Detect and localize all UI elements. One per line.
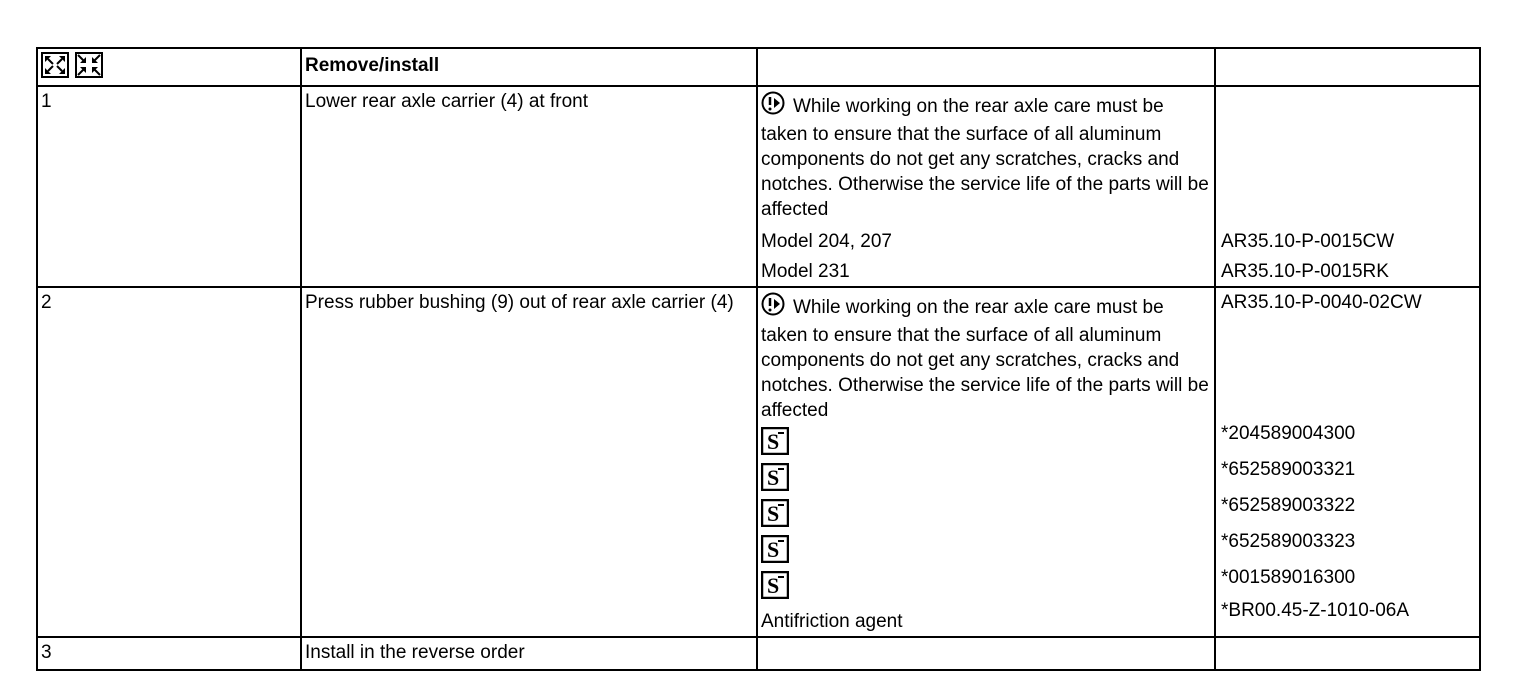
reference-link[interactable]: AR35.10-P-0040-02CW (1221, 292, 1422, 313)
tool-line (761, 426, 1211, 462)
action-cell (301, 287, 757, 637)
note-cell (757, 287, 1215, 637)
table-row (37, 86, 1480, 287)
special-tool-icon[interactable] (761, 499, 789, 534)
reference-cell (1215, 287, 1480, 637)
step-number-cell (37, 637, 301, 670)
svg-text:S: S (767, 428, 780, 454)
tool-line (761, 498, 1211, 534)
note (758, 288, 1214, 423)
step-number-cell (37, 86, 301, 287)
svg-text:S: S (767, 536, 780, 562)
svg-text:S: S (767, 572, 780, 598)
svg-text:S: S (767, 464, 780, 490)
table-header-row (37, 48, 1480, 86)
tool-line (761, 570, 1211, 606)
tool-line (761, 462, 1211, 498)
header-icons-cell (37, 48, 301, 86)
part-number[interactable]: *652589003322 (1221, 494, 1356, 516)
table-row (37, 287, 1480, 637)
special-tool-icon[interactable] (761, 463, 789, 498)
procedure-table (36, 47, 1481, 671)
action-cell (301, 86, 757, 287)
svg-text:S: S (767, 500, 780, 526)
header-empty-cell (1215, 48, 1480, 86)
model-line (761, 226, 1211, 256)
empty-cell (757, 637, 1215, 670)
special-tool-icon[interactable] (761, 571, 789, 606)
expand-icon[interactable] (41, 52, 69, 78)
note-text: While working on the rear axle care must be taken to ensure that the surface of all aluminum components do not get any scratches, cracks and notches. Otherwise the service life of the parts will be affected (761, 96, 1209, 220)
part-number[interactable]: *652589003321 (1221, 458, 1356, 480)
part-number[interactable]: *652589003323 (1221, 530, 1356, 552)
note (758, 87, 1214, 222)
step-number: 3 (41, 642, 52, 663)
reference-link[interactable]: AR35.10-P-0015RK (1221, 260, 1389, 282)
header-title: Remove/install (305, 55, 440, 76)
action-cell (301, 637, 757, 670)
empty-cell (1215, 637, 1480, 670)
step-number: 2 (41, 292, 52, 313)
note-cell (757, 86, 1215, 287)
note-text: While working on the rear axle care must be taken to ensure that the surface of all aluminum components do not get any scratches, cracks and notches. Otherwise the service life of the parts will be affected (761, 297, 1209, 421)
reference-link[interactable]: AR35.10-P-0015CW (1221, 230, 1395, 252)
step-number: 1 (41, 91, 52, 112)
step-number-cell (37, 287, 301, 637)
reference-cell (1215, 86, 1480, 287)
special-tool-icon[interactable] (761, 535, 789, 570)
table-row (37, 637, 1480, 670)
part-number[interactable]: *001589016300 (1221, 566, 1356, 588)
header-title-cell (301, 48, 757, 86)
model-line (761, 256, 1211, 286)
part-number[interactable]: *BR00.45-Z-1010-06A (1221, 599, 1409, 621)
model-label: Model 204, 207 (761, 230, 892, 252)
action-text: Press rubber bushing (9) out of rear axle carrier (4) (305, 292, 734, 313)
action-text: Install in the reverse order (305, 642, 525, 663)
collapse-icon[interactable] (75, 52, 103, 78)
agent-line (761, 606, 1211, 636)
header-empty-cell (757, 48, 1215, 86)
agent-label: Antifriction agent (761, 610, 903, 632)
part-number[interactable]: *204589004300 (1221, 422, 1356, 444)
tool-line (761, 534, 1211, 570)
model-label: Model 231 (761, 260, 850, 282)
action-text: Lower rear axle carrier (4) at front (305, 91, 588, 112)
note-icon (761, 292, 789, 323)
note-icon (761, 91, 789, 122)
special-tool-icon[interactable] (761, 427, 789, 462)
